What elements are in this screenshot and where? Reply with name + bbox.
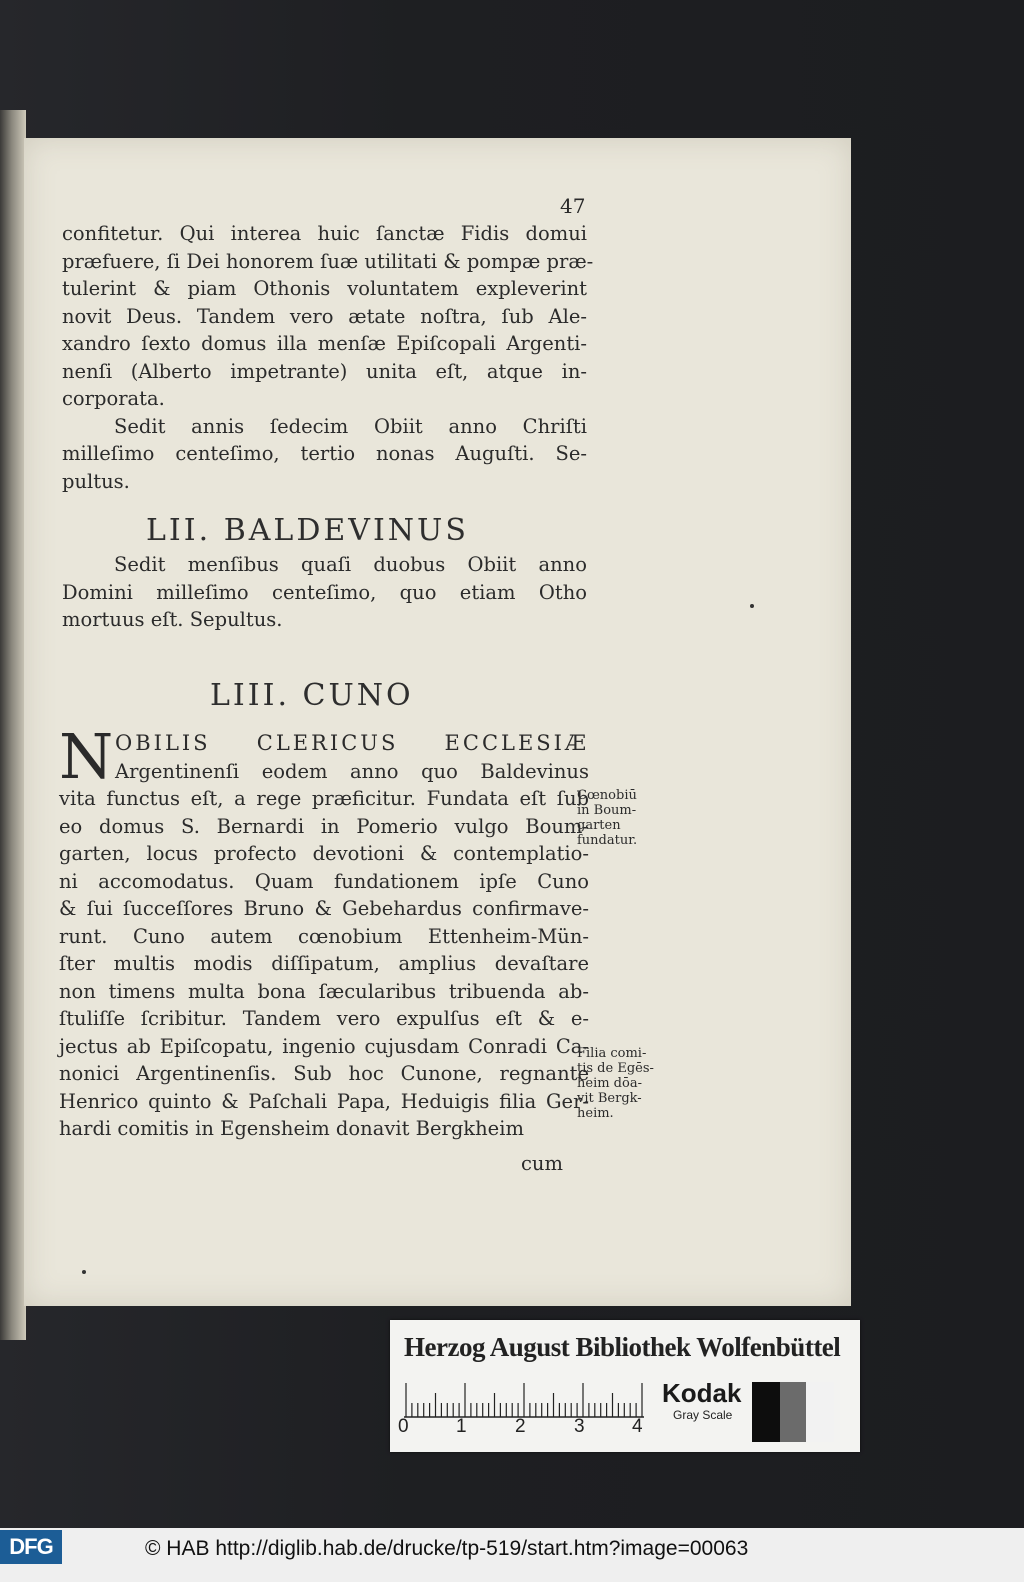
text-line: nenſi (Alberto impetrante) unita eſt, atque in- <box>62 359 587 383</box>
ruler-label: 3 <box>574 1416 585 1437</box>
margin-note-line: vit Bergk- <box>577 1091 642 1106</box>
text-line: ni accomodatus. Quam fundationem ipſe Cuno <box>59 869 589 893</box>
ruler-label: 2 <box>515 1416 526 1437</box>
text-line: confitetur. Qui interea huic ſanctæ Fidis domui <box>62 222 587 245</box>
text-line: ſtuliſſe ſcribitur. Tandem vero expulſus eſt & e- <box>59 1007 589 1030</box>
margin-note-line: tis de Egēs- <box>577 1061 654 1076</box>
text-line: Domini milleſimo centeſimo, quo etiam Otho <box>62 580 587 604</box>
ruler-label: 1 <box>456 1416 467 1437</box>
text-line: novit Deus. Tandem vero ætate noſtra, ſub Ale- <box>62 304 587 328</box>
text-line: xandro ſexto domus illa menſæ Epiſcopali Argenti- <box>62 332 587 355</box>
dfg-logo: DFG <box>0 1530 62 1564</box>
text-line: runt. Cuno autem cœnobium Ettenheim-Mün- <box>59 924 589 948</box>
text-line: eo domus S. Bernardi in Pomerio vulgo Boum- <box>59 814 589 838</box>
book-page <box>24 138 851 1306</box>
ruler-scale <box>404 1382 644 1418</box>
catchword: cum <box>521 1152 563 1175</box>
margin-note-line: Cœnobiū <box>577 788 637 803</box>
credit-link[interactable]: © HAB http://diglib.hab.de/drucke/tp-519/start.htm?image=00063 <box>145 1537 749 1560</box>
section-heading-liii: LIII. CUNO <box>210 678 414 713</box>
color-target-card <box>390 1320 860 1452</box>
text-line: non timens multa bona ſæcularibus tribuenda ab- <box>59 979 589 1003</box>
ink-speck <box>82 1270 86 1274</box>
text-line: vita functus eſt, a rege præficitur. Fundata eſt ſub <box>59 787 589 810</box>
ruler-label: 0 <box>398 1416 409 1437</box>
paragraph-1 <box>62 220 594 495</box>
margin-note-line: garten <box>577 818 621 833</box>
text-line: præfuere, ſi Dei honorem ſuæ utilitati & pompæ præ- <box>62 249 594 273</box>
text-line: milleſimo centeſimo, tertio nonas Auguſti. Se- <box>62 442 587 465</box>
gray-patch-white <box>806 1382 834 1442</box>
ruler-label: 4 <box>632 1416 643 1437</box>
gray-scale-label: Gray Scale <box>673 1408 733 1422</box>
text-line: mortuus eſt. Sepultus. <box>62 608 283 631</box>
text-line: pultus. <box>62 469 130 493</box>
text-line: OBILIS CLERICUS ECCLESIÆ <box>115 731 589 755</box>
section-heading-lii: LII. BALDEVINUS <box>146 513 469 548</box>
text-line: garten, locus profecto devotioni & contemplatio- <box>59 842 589 865</box>
text-line: tulerint & piam Othonis voluntatem expleverint <box>62 277 587 300</box>
text-line: hardi comitis in Egensheim donavit Bergkheim <box>59 1117 524 1140</box>
gray-patch-black <box>752 1382 780 1442</box>
book-edge <box>0 110 26 1340</box>
text-line: Sedit annis ſedecim Obiit anno Chriſti <box>114 414 587 438</box>
page-number: 47 <box>560 194 586 218</box>
margin-note-donation <box>577 1046 667 1121</box>
text-line: corporata. <box>62 387 165 410</box>
paragraph-2 <box>62 551 587 634</box>
margin-note-line: in Boum- <box>577 803 637 818</box>
margin-note-line: Filia comi- <box>577 1046 647 1061</box>
text-line: ſter multis modis diſſipatum, amplius devaſtare <box>59 952 589 975</box>
kodak-logo: Kodak <box>662 1378 742 1408</box>
paragraph-3 <box>59 720 589 1143</box>
ink-speck <box>750 604 754 608</box>
gray-patch-mid <box>780 1382 806 1442</box>
margin-note-line: heim. <box>577 1106 614 1121</box>
library-name: Herzog August Bibliothek Wolfenbüttel <box>404 1332 841 1362</box>
text-line: nonici Argentinenſis. Sub hoc Cunone, regnante <box>59 1062 589 1085</box>
text-line: Henrico quinto & Paſchali Papa, Heduigis filia Ger- <box>59 1089 589 1113</box>
margin-note-foundation <box>577 788 667 848</box>
text-line: Argentinenſi eodem anno quo Baldevinus <box>115 759 589 783</box>
margin-note-line: heim dōa- <box>577 1076 642 1091</box>
ruler-labels <box>398 1416 648 1438</box>
text-line: jectus ab Epiſcopatu, ingenio cujusdam Conradi Ca- <box>59 1034 589 1058</box>
margin-note-line: fundatur. <box>577 833 638 848</box>
text-line: & ſui ſucceſſores Bruno & Gebehardus confirmave- <box>59 897 589 920</box>
text-line: Sedit menſibus quaſi duobus Obiit anno <box>114 553 587 576</box>
drop-capital: N <box>59 720 114 793</box>
